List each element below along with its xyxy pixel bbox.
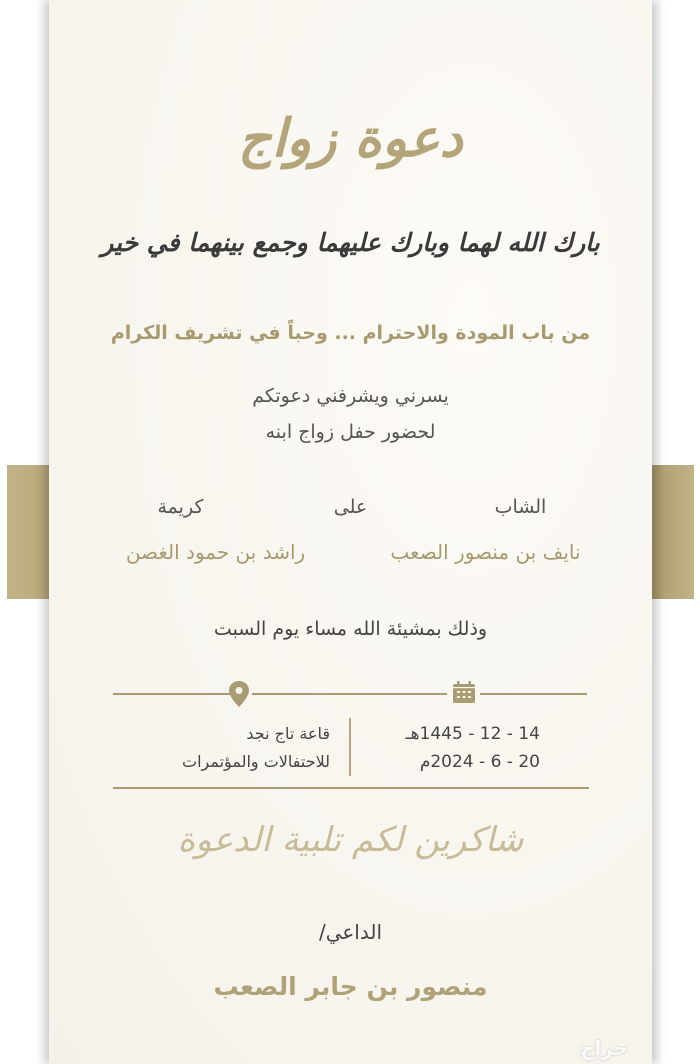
- invitation-card: [49, 0, 652, 1064]
- date-block: [340, 720, 540, 776]
- host-label: الداعي/: [318, 920, 383, 944]
- blessing-calligraphy: بارك الله لهما وبارك عليهما وجمع بينهما في خير: [101, 228, 600, 257]
- names-row: [49, 540, 652, 564]
- watermark-logo: حراج: [580, 1036, 629, 1060]
- invite-line-1: يسرني ويشرفني دعوتكم: [252, 385, 449, 407]
- host-name: منصور بن جابر الصعب: [213, 972, 488, 1001]
- venue-block: [130, 720, 330, 776]
- groom-name: نايف بن منصور الصعب: [390, 540, 581, 564]
- divider-line-left: [113, 693, 230, 695]
- calendar-icon: [452, 680, 476, 704]
- bride-label: كريمة: [157, 496, 204, 518]
- details-bottom-line: [113, 787, 589, 789]
- right-gold-tab: [652, 465, 694, 599]
- left-gold-tab: [7, 465, 49, 599]
- venue-name: قاعة تاج نجد: [246, 724, 330, 743]
- roles-row: [49, 496, 652, 518]
- event-day-text: وذلك بمشيئة الله مساء يوم السبت: [213, 618, 488, 640]
- gregorian-date: 20 - 6 - 2024م: [419, 752, 540, 772]
- hijri-date: 14 - 12 - 1445هـ: [405, 724, 540, 744]
- connector-label: على: [333, 496, 368, 518]
- invitation-title: دعوة زواج: [238, 108, 463, 169]
- thanks-calligraphy: شاكرين لكم تلبية الدعوة: [177, 820, 524, 860]
- venue-subtitle: للاحتفالات والمؤتمرات: [182, 752, 330, 771]
- bride-father-name: راشد بن حمود الغصن: [125, 540, 306, 564]
- divider-line-right: [480, 693, 587, 695]
- intro-text: من باب المودة والاحترام ... وحباً في تشريف الكرام: [110, 322, 591, 344]
- invite-line-2: لحضور حفل زواج ابنه: [265, 421, 436, 443]
- location-pin-icon: [228, 680, 250, 708]
- divider-line-middle: [252, 693, 447, 695]
- groom-label: الشاب: [494, 496, 547, 518]
